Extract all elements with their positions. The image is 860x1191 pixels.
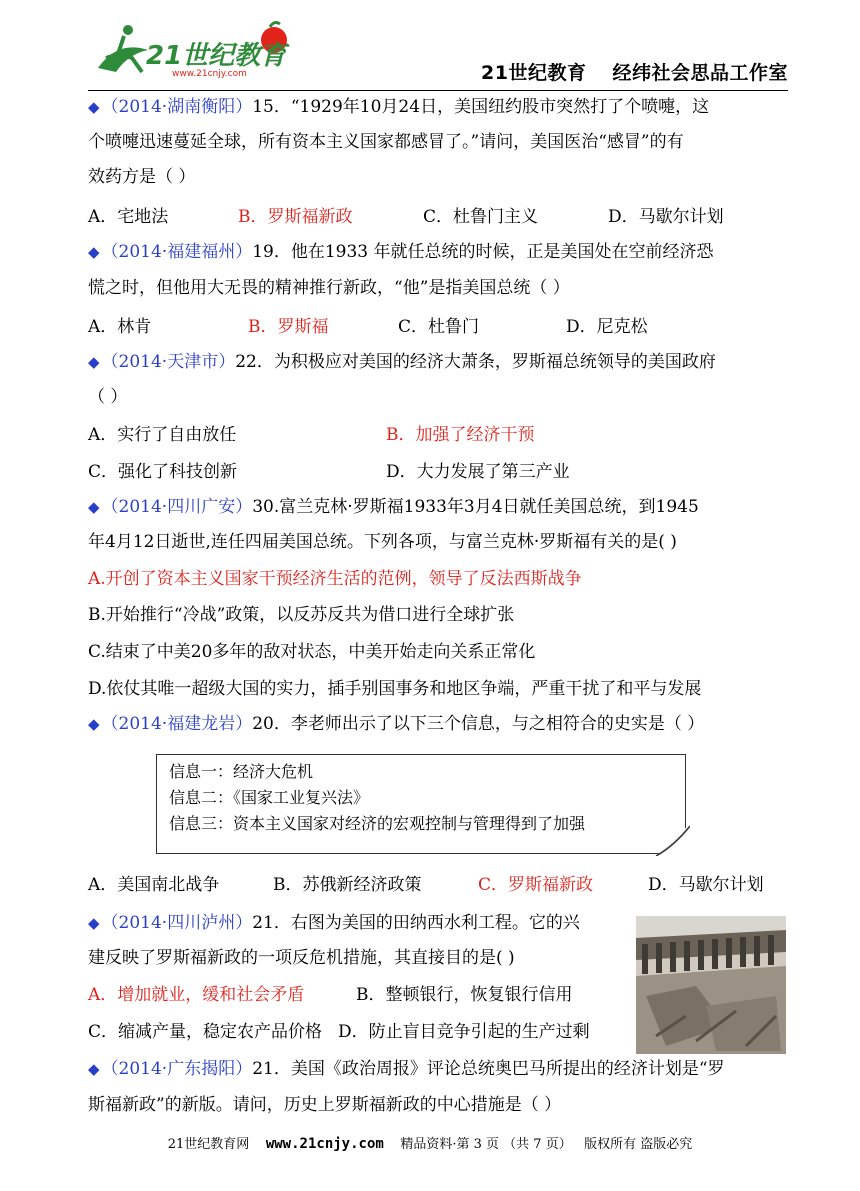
- diamond-icon: ◆: [88, 715, 100, 733]
- question-4-line-2: 年4月12日逝世,连任四届美国总统。下列各项，与富兰克林·罗斯福有关的是( ): [88, 532, 677, 552]
- logo: [88, 20, 308, 80]
- info-line-3: 信息三：资本主义国家对经济的宏观控制与管理得到了加强: [169, 814, 586, 833]
- footer-url[interactable]: www.21cnjy.com: [265, 1136, 384, 1152]
- question-2-options: [88, 310, 788, 344]
- option-d: D．马歇尔计划: [648, 875, 764, 895]
- option-a: A．美国南北战争: [88, 875, 220, 895]
- question-6-line-2: 建反映了罗斯福新政的一项反危机措施，其直接目的是( ): [88, 948, 515, 968]
- question-5-options: [88, 868, 788, 902]
- diamond-icon: ◆: [88, 498, 100, 516]
- question-4-option-d: D.依仗其唯一超级大国的实力，插手别国事务和地区争端，严重干扰了和平与发展: [88, 679, 702, 699]
- option-b: B．罗斯福新政: [238, 207, 353, 227]
- question-1-line-3: 效药方是（ ）: [88, 167, 196, 187]
- page-footer: [0, 1133, 860, 1152]
- info-box: [156, 754, 686, 854]
- footer-rights: 版权所有 盗版必究: [584, 1137, 693, 1152]
- question-1-line-1: ◆ （2014·湖南衡阳）15．“1929年10月24日，美国纽约股市突然打了个喷嚏，这: [88, 97, 710, 117]
- diamond-icon: ◆: [88, 1060, 100, 1078]
- header-studio: 经纬社会思品工作室: [612, 62, 788, 84]
- header-org: 21世纪教育: [481, 62, 587, 84]
- question-7-line-2: 斯福新政”的新版。请问，历史上罗斯福新政的中心措施是（ ）: [88, 1095, 562, 1115]
- option-b: B．罗斯福: [248, 317, 329, 337]
- question-source: （2014·天津市）: [101, 352, 236, 372]
- question-1-line-2: 个喷嚏迅速蔓延全球，所有资本主义国家都感冒了。”请问，美国医治“感冒”的有: [88, 132, 684, 152]
- question-4-option-a: A.开创了资本主义国家干预经济生活的范例，领导了反法西斯战争: [88, 569, 582, 589]
- diamond-icon: ◆: [88, 98, 100, 116]
- question-5-line-1: ◆ （2014·福建龙岩）20．李老师出示了以下三个信息，与之相符合的史实是（ ）: [88, 714, 705, 734]
- option-c: C．缩减产量，稳定农产品价格: [88, 1022, 323, 1042]
- question-source: （2014·福建福州）: [101, 242, 253, 262]
- diamond-icon: ◆: [88, 353, 100, 371]
- option-b: B．整顿银行，恢复银行信用: [356, 985, 573, 1005]
- option-c: C．罗斯福新政: [478, 875, 594, 895]
- tennessee-dam-photo: [636, 916, 786, 1054]
- option-c: C．强化了科技创新: [88, 462, 238, 482]
- question-3-options-2: [88, 455, 788, 489]
- info-line-1: 信息一：经济大危机: [169, 762, 314, 781]
- question-source: （2014·福建龙岩）: [101, 714, 253, 734]
- logo-url: www.21cnjy.com: [172, 69, 247, 79]
- option-c: C．杜鲁门: [398, 317, 480, 337]
- option-a: A．林肯: [88, 317, 152, 337]
- diamond-icon: ◆: [88, 243, 100, 261]
- option-a: A．实行了自由放任: [88, 425, 237, 445]
- question-4-option-b: B.开始推行“冷战”政策，以反苏反共为借口进行全球扩张: [88, 605, 515, 625]
- option-b: B．加强了经济干预: [386, 425, 535, 445]
- footer-site: 21世纪教育网: [167, 1137, 250, 1152]
- page-header: [88, 20, 788, 90]
- question-2-line-2: 慌之时，但他用大无畏的精神推行新政，“他”是指美国总统（ ）: [88, 278, 570, 298]
- question-source: （2014·湖南衡阳）: [101, 97, 253, 117]
- option-b: B．苏俄新经济政策: [273, 875, 422, 895]
- header-title: [455, 58, 788, 85]
- question-4-option-c: C.结束了中美20多年的敌对状态，中美开始走向关系正常化: [88, 642, 536, 662]
- page-curl-icon: [654, 824, 690, 856]
- logo-text: 21世纪教育: [146, 41, 287, 71]
- question-3-line-2: （ ）: [88, 387, 128, 407]
- question-source: （2014·广东揭阳）: [101, 1059, 253, 1079]
- option-d: D．防止盲目竞争引起的生产过剩: [338, 1022, 590, 1042]
- question-2-line-1: ◆ （2014·福建福州）19．他在1933 年就任总统的时候，正是美国处在空前经济恐: [88, 242, 714, 262]
- question-source: （2014·四川广安）: [101, 497, 253, 517]
- option-a: A．宅地法: [88, 207, 169, 227]
- info-line-2: 信息二：《国家工业复兴法》: [169, 788, 370, 807]
- question-1-options: [88, 200, 788, 234]
- question-4-line-1: ◆ （2014·四川广安）30.富兰克林·罗斯福1933年3月4日就任美国总统，到1945: [88, 497, 699, 517]
- question-3-options-1: [88, 418, 788, 452]
- option-c: C．杜鲁门主义: [423, 207, 539, 227]
- option-d: D．尼克松: [566, 317, 648, 337]
- footer-page-info: 精品资料·第 3 页 （共 7 页）: [400, 1137, 572, 1152]
- question-source: （2014·四川泸州）: [101, 913, 253, 933]
- option-a: A．增加就业，缓和社会矛盾: [88, 985, 305, 1005]
- diamond-icon: ◆: [88, 914, 100, 932]
- option-d: D．马歇尔计划: [608, 207, 724, 227]
- option-d: D．大力发展了第三产业: [386, 462, 570, 482]
- question-6-line-1: ◆ （2014·四川泸州）21．右图为美国的田纳西水利工程。它的兴: [88, 913, 580, 933]
- question-7-line-1: ◆ （2014·广东揭阳）21．美国《政治周报》评论总统奥巴马所提出的经济计划是“罗: [88, 1059, 725, 1079]
- question-3-line-1: ◆ （2014·天津市）22．为积极应对美国的经济大萧条，罗斯福总统领导的美国政府: [88, 352, 716, 372]
